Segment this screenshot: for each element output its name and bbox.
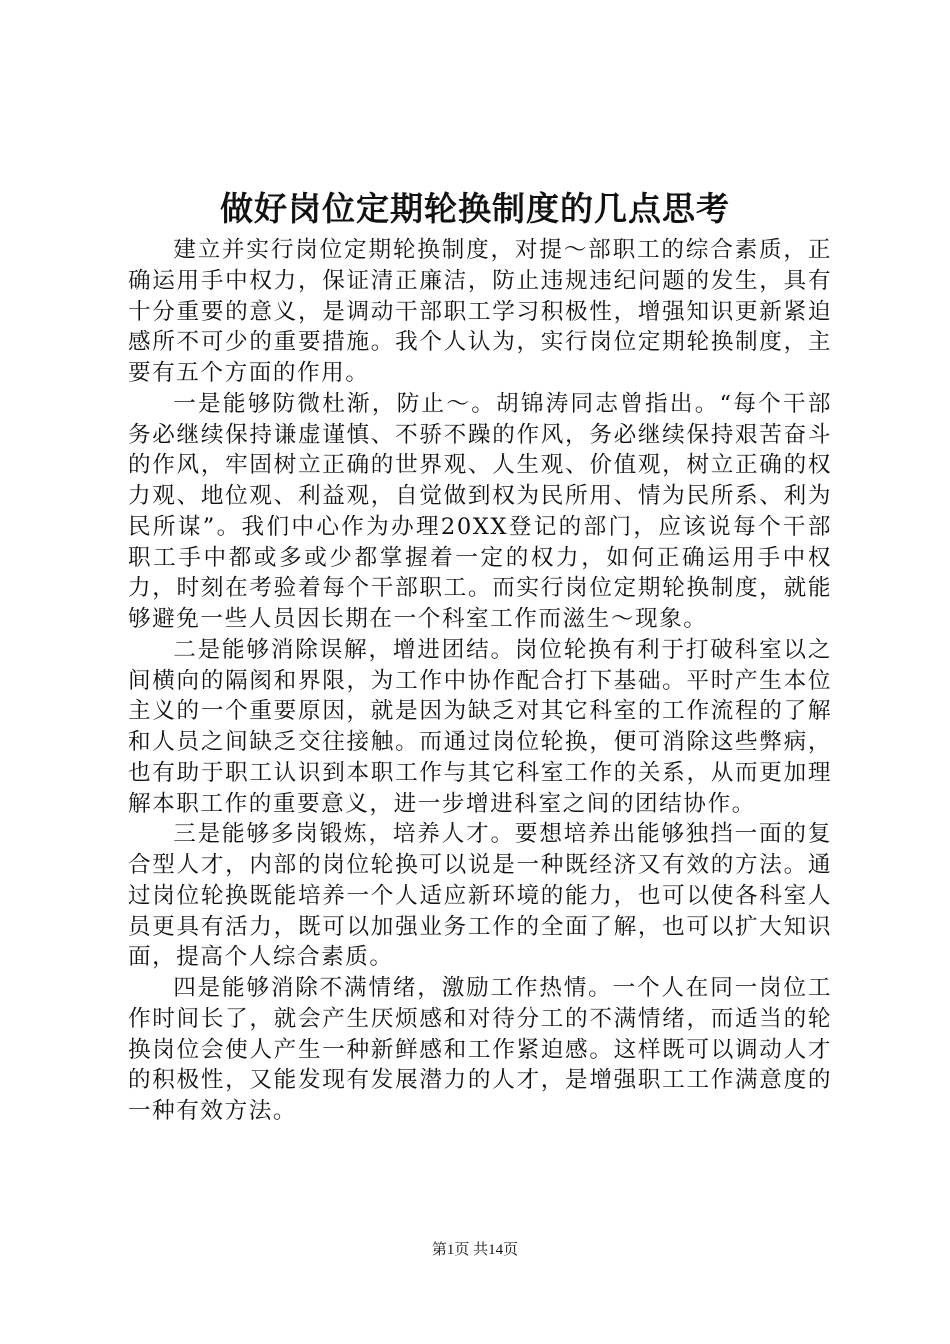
- paragraph-point-2: 二是能够消除误解，增进团结。岗位轮换有利于打破科室以之间横向的隔阂和界限，为工作中协作配合打下基础。平时产生本位主义的一个重要原因，就是因为缺乏对其它科室的工作流程的了解和人员之间缺乏交往接触。而通过岗位轮换，便可消除这些弊病，也有助于职工认识到本职工作与其它科室工作的关系，从而更加理解本职工作的重要意义，进一步增进科室之间的团结协作。: [128, 636, 832, 817]
- paragraph-intro: 建立并实行岗位定期轮换制度，对提～部职工的综合素质，正确运用手中权力，保证清正廉洁，防止违规违纪问题的发生，具有十分重要的意义，是调动干部职工学习积极性，增强知识更新紧迫感所不可少的重要措施。我个人认为，实行岗位定期轮换制度，主要有五个方面的作用。: [128, 237, 832, 386]
- page-number-footer: 第1页 共14页: [431, 1242, 519, 1258]
- document-body: [128, 235, 832, 1127]
- document-title: 做好岗位定期轮换制度的几点思考: [220, 189, 730, 228]
- paragraph-point-4: 四是能够消除不满情绪，激励工作热情。一个人在同一岗位工作时间长了，就会产生厌烦感和对待分工的不满情绪，而适当的轮换岗位会使人产生一种新鲜感和工作紧迫感。这样既可以调动人才的积极性，又能发现有发展潜力的人才，是增强职工工作满意度的一种有效方法。: [128, 975, 832, 1124]
- paragraph-point-3: 三是能够多岗锻炼，培养人才。要想培养出能够独挡一面的复合型人才，内部的岗位轮换可以说是一种既经济又有效的方法。通过岗位轮换既能培养一个人适应新环境的能力，也可以使各科室人员更具有活力，既可以加强业务工作的全面了解，也可以扩大知识面，提高个人综合素质。: [128, 821, 832, 971]
- paragraph-point-1: 一是能够防微杜渐，防止～。胡锦涛同志曾指出。“每个干部务必继续保持谦虚谨慎、不骄不躁的作风，务必继续保持艰苦奋斗的作风，牢固树立正确的世界观、人生观、价值观，树立正确的权力观、地位观、利益观，自觉做到权为民所用、情为民所系、利为民所谋”。我们中心作为办理20XX登记的部门，应该说每个干部职工手中都或多或少都掌握着一定的权力，如何正确运用手中权力，时刻在考验着每个干部职工。而实行岗位定期轮换制度，就能够避免一些人员因长期在一个科室工作而滋生～现象。: [128, 390, 832, 632]
